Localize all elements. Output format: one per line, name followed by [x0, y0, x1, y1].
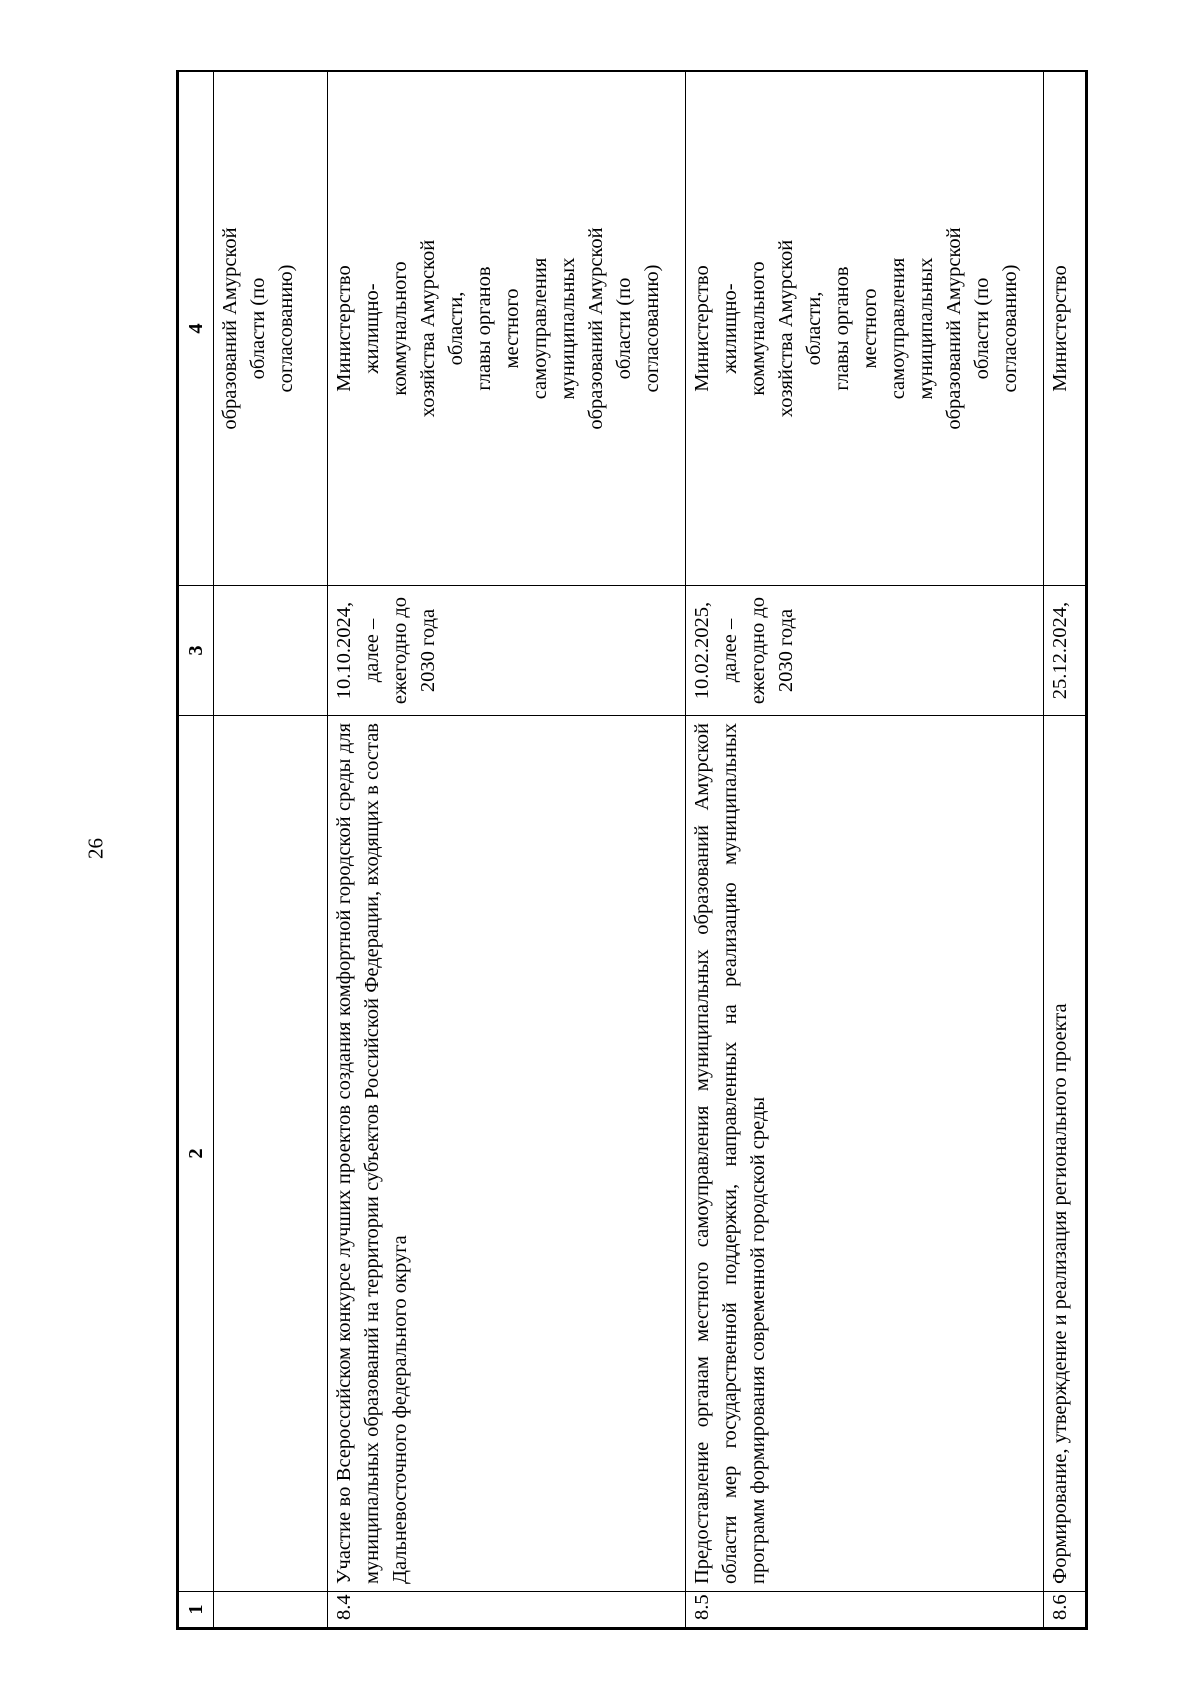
- responsible-line: области (по: [971, 277, 993, 380]
- responsible-line: местного: [859, 288, 881, 369]
- responsible-line: главы органов: [831, 266, 853, 391]
- row-description: Предоставление органам местного самоуправления муниципальных образований Амурской области мер государственной поддержки, направленных на реализацию муниципальных программ формирования современной городской среды: [686, 716, 1044, 1592]
- responsible-line: муниципальных: [915, 257, 937, 400]
- plan-table-frame: [176, 70, 1088, 1630]
- responsible-line: согласованию): [275, 264, 297, 393]
- responsible-line: муниципальных: [557, 257, 579, 400]
- row-description: Формирование, утверждение и реализация регионального проекта: [1044, 716, 1086, 1592]
- row-date: [214, 586, 328, 716]
- responsible-line: Министерство: [691, 265, 713, 392]
- row-date: 10.10.2024, далее – ежегодно до 2030 года: [328, 586, 686, 716]
- rotated-table-canvas: [178, 72, 1086, 1628]
- row-number: 8.4: [328, 1592, 686, 1628]
- row-number: [214, 1592, 328, 1628]
- table-row: [214, 72, 328, 1628]
- header-col-2: 2: [179, 716, 214, 1592]
- responsible-line: хозяйства Амурской: [775, 239, 797, 418]
- responsible-line: коммунального: [389, 261, 411, 396]
- header-row: [179, 72, 214, 1628]
- header-col-4: 4: [179, 72, 214, 586]
- table-row: [328, 72, 686, 1628]
- responsible-line: образований Амурской: [943, 227, 965, 430]
- responsible-line: жилищно-: [361, 283, 383, 374]
- responsible-line: области (по: [613, 277, 635, 380]
- row-responsible: [214, 72, 328, 586]
- responsible-line: образований Амурской: [585, 227, 607, 430]
- plan-table: [178, 71, 1086, 1628]
- row-description: [214, 716, 328, 1592]
- page-number: 26: [83, 838, 108, 859]
- table-row: [686, 72, 1044, 1628]
- row-responsible: [328, 72, 686, 586]
- row-number: 8.5: [686, 1592, 1044, 1628]
- responsible-line: согласованию): [999, 264, 1021, 393]
- header-col-3: 3: [179, 586, 214, 716]
- responsible-line: Министерство: [1049, 265, 1071, 392]
- responsible-line: согласованию): [641, 264, 663, 393]
- responsible-line: образований Амурской: [219, 227, 241, 430]
- row-date: 25.12.2024,: [1044, 586, 1086, 716]
- row-date: 10.02.2025, далее – ежегодно до 2030 года: [686, 586, 1044, 716]
- responsible-line: хозяйства Амурской: [417, 239, 439, 418]
- responsible-line: самоуправления: [529, 257, 551, 400]
- responsible-line: местного: [501, 288, 523, 369]
- row-responsible: [686, 72, 1044, 586]
- header-col-1: 1: [179, 1592, 214, 1628]
- responsible-line: коммунального: [747, 261, 769, 396]
- responsible-line: области,: [803, 291, 825, 366]
- responsible-line: самоуправления: [887, 257, 909, 400]
- row-description: Участие во Всероссийском конкурсе лучших проектов создания комфортной городской среды для муниципальных образований на территории субъектов Российской Федерации, входящих в состав Дальневосточного федерального округа: [328, 716, 686, 1592]
- responsible-line: главы органов: [473, 266, 495, 391]
- table-row: [1044, 72, 1086, 1628]
- responsible-line: области (по: [247, 277, 269, 380]
- responsible-line: жилищно-: [719, 283, 741, 374]
- responsible-line: Министерство: [333, 265, 355, 392]
- row-responsible: [1044, 72, 1086, 586]
- row-number: 8.6: [1044, 1592, 1086, 1628]
- responsible-line: области,: [445, 291, 467, 366]
